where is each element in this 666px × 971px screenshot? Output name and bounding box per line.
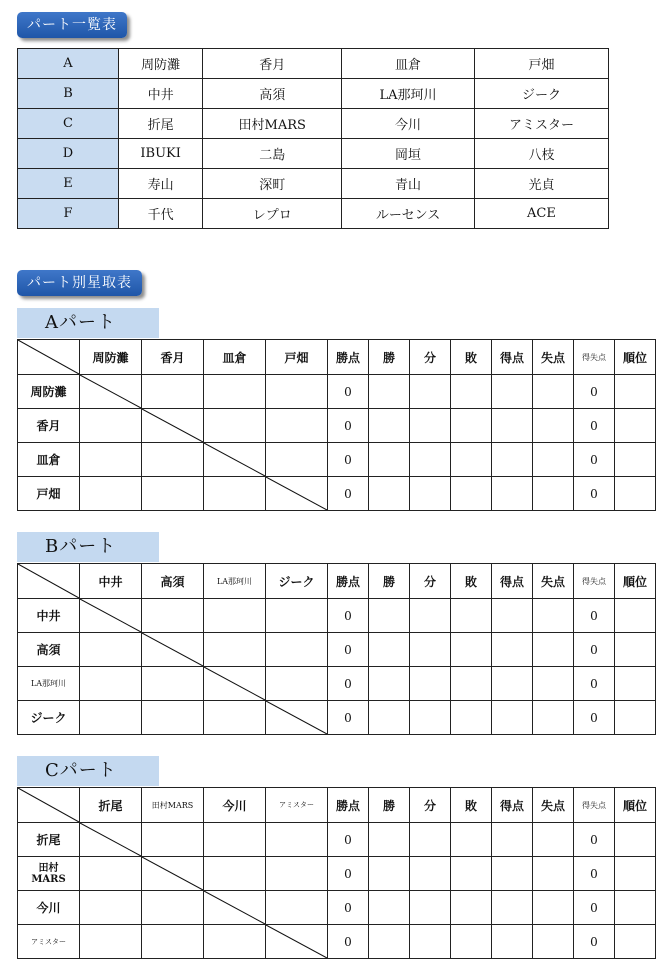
result-cell [204, 477, 266, 511]
stat-cell [451, 925, 492, 959]
stat-cell [492, 823, 533, 857]
row-team: LA那珂川 [18, 667, 80, 701]
stat-cell [410, 599, 451, 633]
result-cell [266, 857, 328, 891]
header-losses: 敗 [451, 564, 492, 599]
result-cell [80, 633, 142, 667]
header-goals-against: 失点 [533, 564, 574, 599]
rank-cell [615, 925, 656, 959]
result-cell [80, 701, 142, 735]
table-row [18, 477, 656, 511]
column-team: ジーク [266, 564, 328, 599]
rank-cell [615, 891, 656, 925]
header-losses: 敗 [451, 340, 492, 375]
row-team: 周防灘 [18, 375, 80, 409]
table-row [18, 409, 656, 443]
row-team: 田村 MARS [18, 857, 80, 891]
stat-cell [492, 477, 533, 511]
diagonal-cell [266, 477, 328, 511]
corner-cell [18, 788, 80, 823]
result-cell [266, 375, 328, 409]
team-cell: 八枝 [474, 139, 608, 169]
goal-diff-cell: 0 [574, 701, 615, 735]
result-cell [266, 823, 328, 857]
stat-cell [451, 443, 492, 477]
diagonal-cell [204, 443, 266, 477]
stat-cell [410, 891, 451, 925]
stat-cell [492, 701, 533, 735]
column-team: 周防灘 [80, 340, 142, 375]
result-cell [204, 701, 266, 735]
table-row [18, 443, 656, 477]
stat-cell [369, 891, 410, 925]
stat-cell [451, 701, 492, 735]
result-cell [80, 477, 142, 511]
team-cell: 光貞 [474, 169, 608, 199]
result-cell [80, 667, 142, 701]
table-row [18, 823, 656, 857]
part-b-standings-table [17, 563, 656, 735]
stat-cell [492, 409, 533, 443]
result-cell [80, 409, 142, 443]
points-cell: 0 [328, 925, 369, 959]
column-team: 中井 [80, 564, 142, 599]
header-points: 勝点 [328, 788, 369, 823]
rank-cell [615, 701, 656, 735]
stat-cell [369, 823, 410, 857]
stat-cell [369, 633, 410, 667]
rank-cell [615, 857, 656, 891]
column-team: 田村MARS [142, 788, 204, 823]
rank-cell [615, 823, 656, 857]
header-goals-against: 失点 [533, 340, 574, 375]
row-team: 皿倉 [18, 443, 80, 477]
team-cell: 寿山 [119, 169, 203, 199]
part-letter: D [18, 139, 119, 169]
row-team: アミスター [18, 925, 80, 959]
header-rank: 順位 [615, 564, 656, 599]
stat-cell [533, 667, 574, 701]
row-team: ジーク [18, 701, 80, 735]
rank-cell [615, 477, 656, 511]
stat-cell [533, 857, 574, 891]
diagonal-cell [204, 891, 266, 925]
header-row [18, 564, 656, 599]
table-row [18, 599, 656, 633]
stat-cell [410, 375, 451, 409]
corner-cell [18, 564, 80, 599]
result-cell [80, 857, 142, 891]
stat-cell [451, 599, 492, 633]
stat-cell [533, 375, 574, 409]
points-cell: 0 [328, 599, 369, 633]
stat-cell [369, 477, 410, 511]
header-draws: 分 [410, 564, 451, 599]
stat-cell [492, 857, 533, 891]
table-row [18, 139, 609, 169]
result-cell [204, 857, 266, 891]
stat-cell [533, 823, 574, 857]
team-cell: 岡垣 [342, 139, 475, 169]
table-row [18, 375, 656, 409]
team-cell: IBUKI [119, 139, 203, 169]
stat-cell [492, 599, 533, 633]
stat-cell [369, 375, 410, 409]
stat-cell [533, 477, 574, 511]
row-team: 戸畑 [18, 477, 80, 511]
stat-cell [533, 443, 574, 477]
header-losses: 敗 [451, 788, 492, 823]
stat-cell [369, 667, 410, 701]
stat-cell [533, 599, 574, 633]
row-team: 中井 [18, 599, 80, 633]
header-points: 勝点 [328, 340, 369, 375]
goal-diff-cell: 0 [574, 409, 615, 443]
stat-cell [410, 857, 451, 891]
goal-diff-cell: 0 [574, 925, 615, 959]
result-cell [266, 667, 328, 701]
column-team: 今川 [204, 788, 266, 823]
diagonal-cell [266, 925, 328, 959]
diagonal-cell [142, 409, 204, 443]
header-goal-diff: 得失点 [574, 340, 615, 375]
diagonal-cell [142, 857, 204, 891]
header-wins: 勝 [369, 788, 410, 823]
result-cell [142, 701, 204, 735]
stat-cell [533, 925, 574, 959]
points-cell: 0 [328, 633, 369, 667]
header-goal-diff: 得失点 [574, 788, 615, 823]
result-cell [142, 925, 204, 959]
stat-cell [410, 633, 451, 667]
stat-cell [410, 925, 451, 959]
header-wins: 勝 [369, 564, 410, 599]
points-cell: 0 [328, 823, 369, 857]
corner-cell [18, 340, 80, 375]
part-c-standings-table [17, 787, 656, 959]
goal-diff-cell: 0 [574, 857, 615, 891]
team-cell: 香月 [203, 49, 342, 79]
points-cell: 0 [328, 891, 369, 925]
stat-cell [533, 891, 574, 925]
goal-diff-cell: 0 [574, 891, 615, 925]
stat-cell [492, 667, 533, 701]
team-cell: 戸畑 [474, 49, 608, 79]
header-goals-for: 得点 [492, 564, 533, 599]
stat-cell [451, 477, 492, 511]
rank-cell [615, 633, 656, 667]
stat-cell [533, 633, 574, 667]
stat-cell [451, 823, 492, 857]
result-cell [266, 891, 328, 925]
diagonal-cell [80, 375, 142, 409]
result-cell [142, 443, 204, 477]
stat-cell [369, 925, 410, 959]
header-draws: 分 [410, 340, 451, 375]
team-cell: 二島 [203, 139, 342, 169]
header-rank: 順位 [615, 340, 656, 375]
header-draws: 分 [410, 788, 451, 823]
stat-cell [451, 375, 492, 409]
team-cell: 高須 [203, 79, 342, 109]
stat-cell [369, 857, 410, 891]
header-goals-for: 得点 [492, 340, 533, 375]
result-cell [266, 443, 328, 477]
row-team: 今川 [18, 891, 80, 925]
header-row [18, 788, 656, 823]
column-team: 皿倉 [204, 340, 266, 375]
rank-cell [615, 599, 656, 633]
column-team: アミスター [266, 788, 328, 823]
points-cell: 0 [328, 477, 369, 511]
table-row [18, 667, 656, 701]
goal-diff-cell: 0 [574, 667, 615, 701]
result-cell [80, 891, 142, 925]
team-cell: 中井 [119, 79, 203, 109]
result-cell [204, 599, 266, 633]
header-points: 勝点 [328, 564, 369, 599]
table-row [18, 701, 656, 735]
part-letter: E [18, 169, 119, 199]
diagonal-cell [142, 633, 204, 667]
row-team: 香月 [18, 409, 80, 443]
part-letter: C [18, 109, 119, 139]
column-team: 香月 [142, 340, 204, 375]
result-cell [204, 925, 266, 959]
header-rank: 順位 [615, 788, 656, 823]
row-team: 高須 [18, 633, 80, 667]
stat-cell [492, 925, 533, 959]
stat-cell [451, 667, 492, 701]
stat-cell [410, 477, 451, 511]
header-goals-for: 得点 [492, 788, 533, 823]
part-list-title: パート一覧表 [17, 12, 127, 38]
row-team: 折尾 [18, 823, 80, 857]
part-c-label: Cパート [17, 756, 159, 786]
goal-diff-cell: 0 [574, 443, 615, 477]
column-team: 高須 [142, 564, 204, 599]
team-cell: 折尾 [119, 109, 203, 139]
result-cell [80, 443, 142, 477]
result-cell [142, 891, 204, 925]
result-cell [142, 599, 204, 633]
rank-cell [615, 443, 656, 477]
part-letter: B [18, 79, 119, 109]
stat-cell [492, 633, 533, 667]
result-cell [204, 375, 266, 409]
stat-cell [451, 857, 492, 891]
points-cell: 0 [328, 443, 369, 477]
result-cell [266, 633, 328, 667]
result-cell [142, 667, 204, 701]
diagonal-cell [204, 667, 266, 701]
team-cell: レプロ [203, 199, 342, 229]
table-row [18, 109, 609, 139]
result-cell [204, 633, 266, 667]
result-cell [80, 925, 142, 959]
stat-cell [410, 667, 451, 701]
header-wins: 勝 [369, 340, 410, 375]
points-cell: 0 [328, 375, 369, 409]
part-b-label: Bパート [17, 532, 159, 562]
table-row [18, 199, 609, 229]
result-cell [204, 409, 266, 443]
result-cell [142, 375, 204, 409]
stat-cell [533, 701, 574, 735]
stat-cell [369, 599, 410, 633]
result-cell [142, 823, 204, 857]
team-cell: 深町 [203, 169, 342, 199]
table-row [18, 925, 656, 959]
stat-cell [369, 443, 410, 477]
stat-cell [492, 891, 533, 925]
stat-cell [410, 409, 451, 443]
column-team: 戸畑 [266, 340, 328, 375]
team-cell: 周防灘 [119, 49, 203, 79]
team-cell: 千代 [119, 199, 203, 229]
goal-diff-cell: 0 [574, 477, 615, 511]
diagonal-cell [266, 701, 328, 735]
part-a-standings-table [17, 339, 656, 511]
stat-cell [492, 443, 533, 477]
result-cell [266, 409, 328, 443]
header-row [18, 340, 656, 375]
goal-diff-cell: 0 [574, 375, 615, 409]
table-row [18, 169, 609, 199]
stat-cell [410, 701, 451, 735]
stat-cell [451, 891, 492, 925]
table-row [18, 49, 609, 79]
stat-cell [410, 823, 451, 857]
team-cell: ルーセンス [342, 199, 475, 229]
stat-cell [410, 443, 451, 477]
points-cell: 0 [328, 857, 369, 891]
table-row [18, 79, 609, 109]
team-cell: 田村MARS [203, 109, 342, 139]
goal-diff-cell: 0 [574, 599, 615, 633]
table-row [18, 633, 656, 667]
part-a-label: Aパート [17, 308, 159, 338]
goal-diff-cell: 0 [574, 633, 615, 667]
points-cell: 0 [328, 667, 369, 701]
part-list-table [17, 48, 609, 229]
team-cell: 青山 [342, 169, 475, 199]
header-goal-diff: 得失点 [574, 564, 615, 599]
column-team: 折尾 [80, 788, 142, 823]
rank-cell [615, 667, 656, 701]
stat-cell [369, 409, 410, 443]
team-cell: ACE [474, 199, 608, 229]
diagonal-cell [80, 823, 142, 857]
table-row [18, 857, 656, 891]
points-cell: 0 [328, 409, 369, 443]
table-row [18, 891, 656, 925]
stat-cell [369, 701, 410, 735]
part-letter: A [18, 49, 119, 79]
stat-cell [451, 409, 492, 443]
result-cell [204, 823, 266, 857]
standings-title: パート別星取表 [17, 270, 142, 296]
result-cell [266, 599, 328, 633]
stat-cell [533, 409, 574, 443]
goal-diff-cell: 0 [574, 823, 615, 857]
rank-cell [615, 409, 656, 443]
points-cell: 0 [328, 701, 369, 735]
header-goals-against: 失点 [533, 788, 574, 823]
team-cell: LA那珂川 [342, 79, 475, 109]
result-cell [142, 477, 204, 511]
stat-cell [492, 375, 533, 409]
team-cell: ジーク [474, 79, 608, 109]
part-letter: F [18, 199, 119, 229]
rank-cell [615, 375, 656, 409]
team-cell: 今川 [342, 109, 475, 139]
column-team: LA那珂川 [204, 564, 266, 599]
diagonal-cell [80, 599, 142, 633]
stat-cell [451, 633, 492, 667]
team-cell: 皿倉 [342, 49, 475, 79]
team-cell: アミスター [474, 109, 608, 139]
